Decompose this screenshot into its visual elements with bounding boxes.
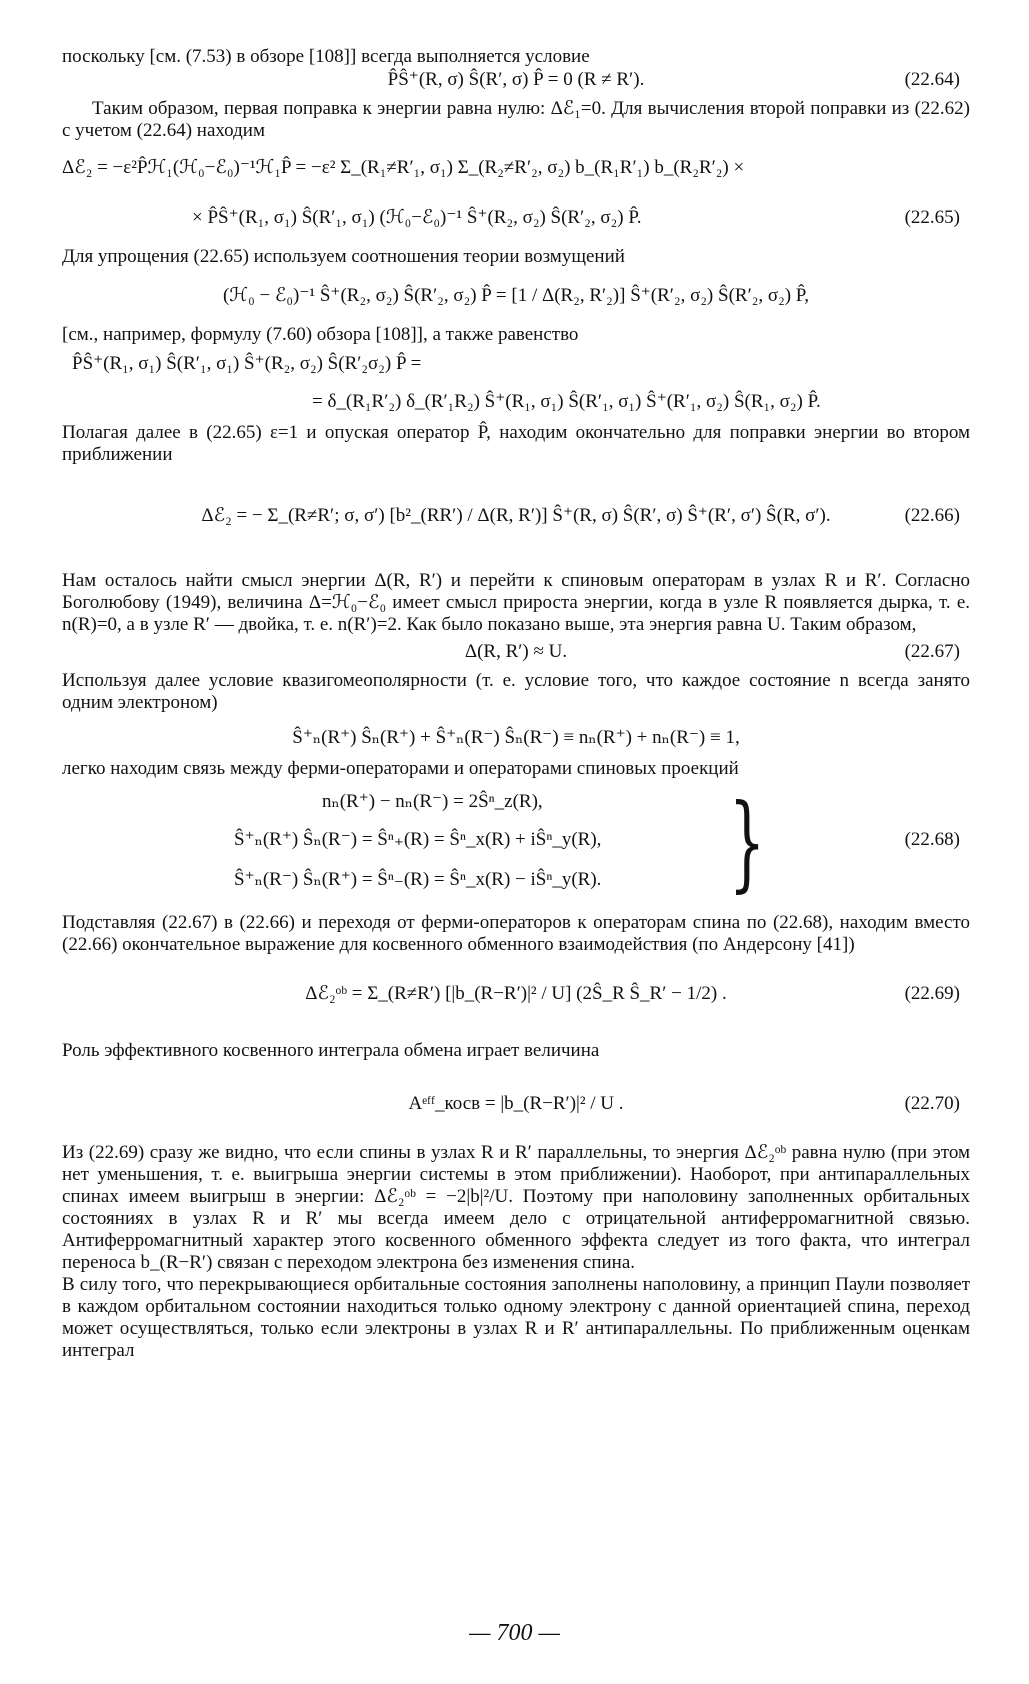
paragraph: легко находим связь между ферми-операторами и операторами спиновых проекций bbox=[62, 758, 739, 779]
page-content bbox=[62, 46, 970, 1362]
page-number: — 700 — bbox=[469, 1620, 560, 1646]
paragraph: [см., например, формулу (7.60) обзора [108]], а также равенство bbox=[62, 324, 579, 345]
equation-body: = δ_(R₁R′₂) δ_(R′₁R₂) Ŝ⁺(R₁, σ₁) Ŝ(R′₁, σ₁) Ŝ⁺(R′₁, σ₂) Ŝ(R₁, σ₂) P̂. bbox=[312, 391, 821, 412]
equation-22-65 bbox=[62, 142, 970, 246]
equation-number: (22.68) bbox=[904, 829, 960, 850]
equation-number: (22.65) bbox=[904, 207, 960, 228]
equation-body: × P̂Ŝ⁺(R₁, σ₁) Ŝ(R′₁, σ₁) (ℋ₀−ℰ₀)⁻¹ Ŝ⁺(R₂, σ₂) Ŝ(R′₂, σ₂) P̂. bbox=[192, 207, 642, 228]
equation-number: (22.66) bbox=[904, 505, 960, 526]
paragraph: Роль эффективного косвенного интеграла обмена играет величина bbox=[62, 1040, 600, 1061]
equation-22-67 bbox=[62, 636, 970, 670]
paragraph: Используя далее условие квазигомеополярности (т. е. условие того, что каждое состояние n всегда занято одним электроном) bbox=[62, 670, 970, 713]
equation-body: (ℋ₀ − ℰ₀)⁻¹ Ŝ⁺(R₂, σ₂) Ŝ(R′₂, σ₂) P̂ = [1 / Δ(R₂, R′₂)] Ŝ⁺(R′₂, σ₂) Ŝ(R′₂, σ₂) P̂, bbox=[222, 285, 810, 306]
equation-body: P̂Ŝ⁺(R, σ) Ŝ(R′, σ) P̂ = 0 (R ≠ R′). bbox=[387, 69, 645, 90]
paragraph: Подставляя (22.67) в (22.66) и переходя от ферми-операторов к операторам спина по (22.68), находим вместо (22.66) окончательное выражение для косвенного обменного взаимодействия (по Андерсону [41]) bbox=[62, 912, 970, 955]
equation-number: (22.70) bbox=[904, 1093, 960, 1114]
paragraph: Для упрощения (22.65) используем соотношения теории возмущений bbox=[62, 246, 625, 267]
equation-body: Δℰ₂ᵒᵇ = Σ_(R≠R′) [|b_(R−R′)|² / U] (2Ŝ_R Ŝ_R′ − 1/2) . bbox=[305, 983, 727, 1004]
equation-22-68 bbox=[62, 780, 970, 912]
equation-number: (22.69) bbox=[904, 983, 960, 1004]
paragraph: Полагая далее в (22.65) ε=1 и опуская оператор P̂, находим окончательно для поправки энергии во втором приближении bbox=[62, 422, 970, 465]
equation-body: Aᵉᶠᶠ_косв = |b_(R−R′)|² / U . bbox=[408, 1093, 624, 1114]
right-brace-icon: } bbox=[728, 781, 766, 903]
paragraph: Из (22.69) сразу же видно, что если спины в узлах R и R′ параллельны, то энергия Δℰ₂ᵒᵇ равна нулю (при этом нет уменьшения, т. е. выигрыша энергии системы в этом приближении). Наоборот, при антипараллельных спинах имеем выигрыш в энергии: Δℰ₂ᵒᵇ = −2|b|²/U. Поэтому при наполовину заполненных орбитальных состояниях в узлах R и R′ мы всегда имеем дело с отрицательной антиферромагнитной связью. Антиферромагнитный характер этого косвенного обменного эффекта следует из того факта, что интеграл переноса b_(R−R′) связан с переходом электрона без изменения спина. bbox=[62, 1142, 970, 1273]
equation-number: (22.64) bbox=[904, 69, 960, 90]
equation-perturbation bbox=[62, 268, 970, 324]
equation-22-66 bbox=[62, 466, 970, 570]
equation-body: Δℰ₂ = −ε²P̂ℋ₁(ℋ₀−ℰ₀)⁻¹ℋ₁P̂ = −ε² Σ_(R₁≠R′₁, σ₁) Σ_(R₂≠R′₂, σ₂) b_(R₁R′₁) b_(R₂R′₂) × bbox=[62, 157, 745, 178]
paragraph: Нам осталось найти смысл энергии Δ(R, R′) и перейти к спиновым операторам в узлах R и R′. Согласно Боголюбову (1949), величина Δ=ℋ₀−ℰ₀ имеет смысл прироста энергии, когда в узле R появляется дырка, т. е. n(R)=0, а в узле R′ — двойка, т. е. n(R′)=2. Как было показано выше, эта энергия равна U. Таким образом, bbox=[62, 570, 970, 635]
equation-body: Ŝ⁺ₙ(R⁺) Ŝₙ(R⁻) = Ŝⁿ₊(R) = Ŝⁿ_x(R) + iŜⁿ_y(R), bbox=[234, 829, 602, 850]
paragraph: В силу того, что перекрывающиеся орбитальные состояния заполнены наполовину, а принцип Паули позволяет в каждом орбитальном состоянии находиться только одному электрону с данной ориентацией спина, переход может осуществляться, только если электроны в узлах R и R′ антипараллельны. По приближенным оценкам интеграл bbox=[62, 1274, 970, 1361]
equation-body: P̂Ŝ⁺(R₁, σ₁) Ŝ(R′₁, σ₁) Ŝ⁺(R₂, σ₂) Ŝ(R′₂σ₂) P̂ = bbox=[72, 353, 422, 374]
equation-body: Ŝ⁺ₙ(R⁺) Ŝₙ(R⁺) + Ŝ⁺ₙ(R⁻) Ŝₙ(R⁻) ≡ nₙ(R⁺) + nₙ(R⁻) ≡ 1, bbox=[292, 727, 740, 748]
equation-22-69 bbox=[62, 956, 970, 1040]
equation-22-70 bbox=[62, 1062, 970, 1142]
equation-equality bbox=[62, 346, 970, 422]
equation-body: Δ(R, R′) ≈ U. bbox=[464, 641, 568, 662]
equation-body: Δℰ₂ = − Σ_(R≠R′; σ, σ′) [b²_(RR′) / Δ(R, R′)] Ŝ⁺(R, σ) Ŝ(R′, σ) Ŝ⁺(R′, σ′) Ŝ(R, σ′). bbox=[201, 505, 831, 526]
paragraph: Таким образом, первая поправка к энергии равна нулю: Δℰ₁=0. Для вычисления второй поправки из (22.62) с учетом (22.64) находим bbox=[62, 98, 970, 141]
paragraph: поскольку [см. (7.53) в обзоре [108]] всегда выполняется условие bbox=[62, 46, 590, 67]
equation-quasi-homeopolar bbox=[62, 714, 970, 758]
equation-22-64 bbox=[62, 68, 970, 98]
equation-number: (22.67) bbox=[904, 641, 960, 662]
equation-body: Ŝ⁺ₙ(R⁻) Ŝₙ(R⁺) = Ŝⁿ₋(R) = Ŝⁿ_x(R) − iŜⁿ_y(R). bbox=[234, 869, 602, 890]
equation-body: nₙ(R⁺) − nₙ(R⁻) = 2Ŝⁿ_z(R), bbox=[322, 791, 543, 812]
